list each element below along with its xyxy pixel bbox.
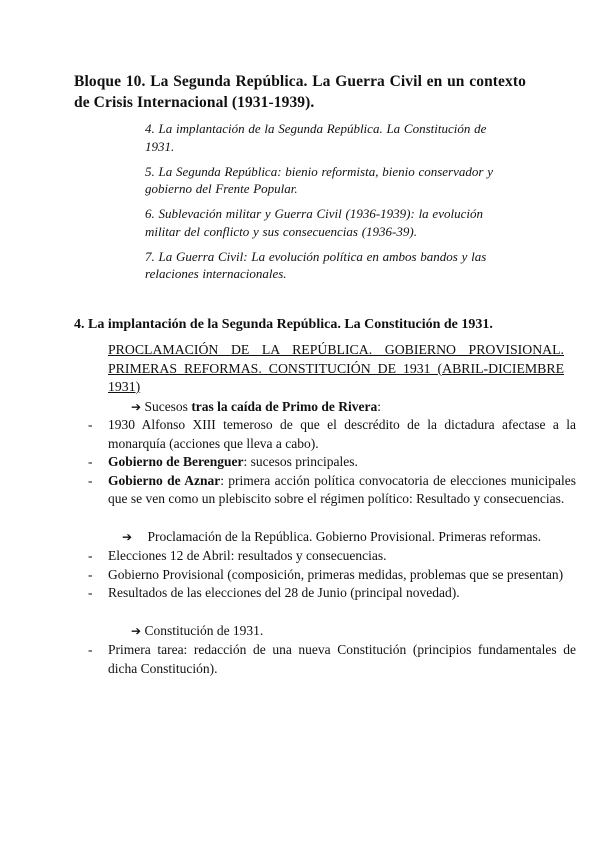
underlined-subtitle: PROCLAMACIÓN DE LA REPÚBLICA. GOBIERNO PROVISIONAL. PRIMERAS REFORMAS. CONSTITUCIÓN DE 1931 (ABRIL-DICIEMBRE 1931): [108, 342, 564, 394]
arrow-right-icon: ➔: [131, 624, 142, 638]
subheading-text: :: [377, 399, 382, 414]
item-bold: Gobierno de Berenguer: [108, 454, 244, 469]
subheading-constitucion: [131, 622, 263, 640]
subheading-text: Sucesos: [144, 399, 192, 414]
item-text: Resultados de las elecciones del 28 de Junio (principal novedad).: [108, 585, 460, 600]
topic-item: 6. Sublevación militar y Guerra Civil (1936-1939): la evolución militar del conflicto y sus consecuencias (1936-39).: [145, 206, 483, 239]
item-text: : sucesos principales.: [243, 454, 358, 469]
subheading-sucesos: [131, 398, 381, 416]
bullet-list: [88, 416, 576, 509]
item-text: 1930 Alfonso XIII temeroso de que el descrédito de la dictadura afectase a la monarquía (acciones que lleva a cabo).: [108, 417, 576, 451]
topic-item: 5. La Segunda República: bienio reformista, bienio conservador y gobierno del Frente Popular.: [145, 163, 493, 196]
dash-bullet: -: [88, 548, 93, 563]
item-text: Elecciones 12 de Abril: resultados y consecuencias.: [108, 548, 387, 563]
list-item: [88, 641, 576, 678]
list-item: [88, 584, 576, 603]
arrow-right-icon: ➔: [122, 530, 133, 544]
list-item: [88, 547, 576, 566]
subheading-text: Proclamación de la República. Gobierno Provisional. Primeras reformas.: [147, 529, 542, 544]
arrow-right-icon: ➔: [131, 400, 142, 414]
dash-bullet: -: [88, 642, 93, 657]
topic-list: [145, 120, 517, 290]
topic-item: 4. La implantación de la Segunda República. La Constitución de 1931.: [145, 121, 487, 154]
dash-bullet: -: [88, 472, 93, 488]
dash-bullet: -: [88, 566, 93, 582]
bullet-list: [88, 547, 576, 603]
dash-bullet: -: [88, 454, 93, 469]
topic-item: 7. La Guerra Civil: La evolución política en ambos bandos y las relaciones internacionales.: [145, 248, 487, 281]
item-text: Primera tarea: redacción de una nueva Constitución (principios fundamentales de dicha Constitución).: [108, 642, 576, 676]
list-item: [88, 566, 576, 585]
dash-bullet: -: [88, 417, 93, 432]
list-item: [88, 472, 576, 509]
subheading-bold: tras la caída de Primo de Rivera: [191, 399, 378, 414]
section-heading: 4. La implantación de la Segunda República. La Constitución de 1931.: [74, 317, 493, 332]
subheading-text: Constitución de 1931.: [144, 623, 264, 638]
item-text: Gobierno Provisional (composición, primeras medidas, problemas que se presentan): [108, 566, 564, 582]
dash-bullet: -: [88, 585, 93, 600]
bullet-list: [88, 641, 576, 678]
item-bold: Gobierno de Aznar: [108, 472, 221, 488]
list-item: [88, 416, 576, 453]
block-title: Bloque 10. La Segunda República. La Guerra Civil en un contexto de Crisis Internacional (1931-1939).: [74, 73, 526, 111]
subheading-proclamacion: [122, 528, 541, 546]
list-item: [88, 453, 576, 472]
item-text: : primera acción política convocatoria de elecciones municipales que se ven como un plebiscito sobre el régimen político: Resultado y consecuencias.: [108, 472, 576, 506]
